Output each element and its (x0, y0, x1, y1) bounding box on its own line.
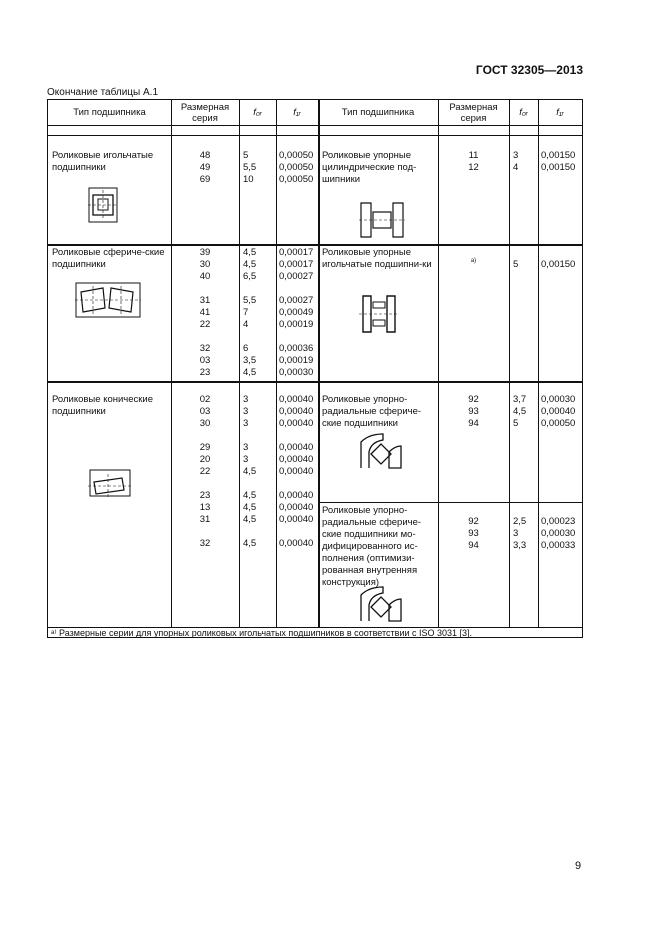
value-item (279, 283, 313, 295)
left-row1-series (172, 150, 238, 186)
value-item: 22 (199, 319, 211, 330)
table-footnote: ᵃ⁾ Размерные серии для упорных роликовых игольчатых подшипников в соответствии с ISO 3031 [3]. (51, 628, 473, 638)
value-item: 4,5 (243, 466, 257, 477)
value-item: 5,5 (243, 295, 257, 306)
spherical-roller-bearing-icon (75, 282, 141, 318)
standard-number: ГОСТ 32305—2013 (475, 63, 583, 77)
left-row2-series (172, 247, 238, 379)
page-number: 9 (575, 860, 582, 872)
value-item: 23 (199, 367, 211, 378)
value-item: 4,5 (243, 514, 257, 525)
value-item: 3 (243, 418, 249, 429)
right-row1-f0r (513, 150, 518, 174)
header-series-right: Размерная серия (449, 102, 498, 124)
left-row3-type: Роликовые конические подшипники (52, 394, 154, 417)
value-item: 6,5 (243, 271, 257, 282)
value-item: 29 (199, 442, 211, 453)
value-item: 4 (513, 162, 519, 173)
value-item: 0,00040 (279, 418, 314, 429)
right-row4-f1r (541, 516, 575, 552)
value-item: 10 (243, 174, 254, 185)
header-f0r-left: f₀ᵣ (253, 107, 262, 118)
value-item: 0,00050 (279, 162, 314, 173)
value-item: 5 (513, 259, 519, 270)
right-row3-type: Роликовые упорно-радиальные сфериче-ские подшипники (322, 394, 422, 429)
value-item: 4,5 (243, 367, 257, 378)
right-row2-type: Роликовые упорные игольчатые подшипни-ки (322, 247, 432, 270)
value-item: 4,5 (243, 538, 257, 549)
value-item: 0,00050 (279, 150, 314, 161)
value-item: 0,00150 (541, 259, 576, 270)
thrust-needle-roller-bearing-icon (359, 294, 399, 334)
value-item: 0,00017 (279, 247, 314, 258)
value-item: 3,7 (513, 394, 527, 405)
value-item: 0,00050 (279, 174, 314, 185)
value-item (172, 430, 238, 442)
value-item: 6 (243, 343, 249, 354)
right-row4-f0r (513, 516, 526, 552)
value-item: 92 (468, 394, 479, 405)
value-item: 0,00030 (541, 528, 576, 539)
value-item (243, 331, 256, 343)
tapered-roller-bearing-icon (88, 466, 132, 500)
value-item: 39 (199, 247, 211, 258)
right-row2-f1r (541, 259, 575, 271)
value-item: 5,5 (243, 162, 257, 173)
right-row1-type: Роликовые упорные цилиндрические под-шипники (322, 150, 417, 185)
value-item (279, 430, 313, 442)
value-item: 30 (199, 259, 211, 270)
value-item: 0,00023 (541, 516, 576, 527)
left-row2-f0r (243, 247, 256, 379)
value-item (172, 331, 238, 343)
value-item: 48 (199, 150, 211, 161)
value-item: 20 (199, 454, 211, 465)
table-caption: Окончание таблицы А.1 (47, 87, 159, 98)
value-item: 0,00040 (279, 454, 314, 465)
left-row2-f1r (279, 247, 313, 379)
value-item: 0,00049 (279, 307, 314, 318)
value-item: 69 (199, 174, 211, 185)
header-f1r-left: f₁ᵣ (293, 107, 301, 118)
value-item: 92 (468, 516, 479, 527)
left-row3-f0r (243, 394, 256, 550)
value-item: 0,00050 (541, 418, 576, 429)
value-item: 5 (243, 150, 249, 161)
value-item (172, 526, 238, 538)
value-item: 3,5 (243, 355, 257, 366)
value-item: 3 (243, 442, 249, 453)
value-item: 4,5 (243, 502, 257, 513)
value-item: 03 (199, 406, 211, 417)
right-row4-series (439, 516, 508, 552)
value-item: 4,5 (243, 247, 257, 258)
left-row2-type: Роликовые сфериче-ские подшипники (52, 247, 165, 270)
header-type-left: Тип подшипника (73, 107, 146, 118)
header-f0r-right: f₀ᵣ (519, 107, 528, 118)
value-item (172, 478, 238, 490)
value-item: 31 (199, 514, 211, 525)
value-item: 3,3 (513, 540, 527, 551)
value-item: 4 (243, 319, 249, 330)
value-item: 32 (199, 343, 211, 354)
value-item: 0,00019 (279, 355, 314, 366)
value-item (243, 283, 256, 295)
value-item (243, 430, 256, 442)
right-row4-type: Роликовые упорно-радиальные сфериче-ские подшипники мо-дифицированного ис-полнения (оптимизи-рованная внутренняя конструкция) (322, 505, 422, 588)
left-row1-f0r (243, 150, 256, 186)
value-item: 3 (513, 150, 519, 161)
value-item: 30 (199, 418, 211, 429)
value-item: 0,00040 (279, 502, 314, 513)
value-item: 0,00017 (279, 259, 314, 270)
bearing-table (47, 99, 583, 638)
value-item: 0,00027 (279, 295, 314, 306)
value-item (279, 331, 313, 343)
value-item: 94 (468, 540, 479, 551)
value-item: 3 (243, 454, 249, 465)
right-row1-f1r (541, 150, 575, 174)
value-item: 0,00040 (279, 406, 314, 417)
thrust-cylindrical-roller-bearing-icon (359, 201, 405, 239)
value-item: 0,00040 (279, 394, 314, 405)
value-item: 11 (468, 150, 479, 161)
value-item: 0,00040 (279, 514, 314, 525)
value-item: 22 (199, 466, 211, 477)
right-row3-f0r (513, 394, 526, 430)
value-item: 0,00019 (279, 319, 314, 330)
value-item: 31 (199, 295, 211, 306)
value-item: 3 (243, 394, 249, 405)
value-item: 0,00027 (279, 271, 314, 282)
value-item: 2,5 (513, 516, 527, 527)
value-item: 0,00040 (279, 490, 314, 501)
value-item: 41 (199, 307, 211, 318)
value-item: 94 (468, 418, 479, 429)
modified-spherical-thrust-roller-bearing-icon (359, 585, 403, 623)
spherical-thrust-roller-bearing-icon (359, 432, 403, 470)
value-item: 4,5 (513, 406, 527, 417)
value-item: 0,00040 (279, 442, 314, 453)
right-row2-f0r (513, 259, 518, 271)
value-item: 5 (513, 418, 519, 429)
value-item: 40 (199, 271, 211, 282)
value-item: 93 (468, 528, 479, 539)
value-item: 3 (513, 528, 519, 539)
value-item: 0,00150 (541, 150, 576, 161)
right-row2-series (439, 255, 508, 267)
value-item: 12 (468, 162, 479, 173)
value-item: 3 (243, 406, 249, 417)
value-item: 13 (199, 502, 211, 513)
value-item: 0,00030 (541, 394, 576, 405)
value-item (243, 478, 256, 490)
header-f1r-right: f₁ᵣ (556, 107, 564, 118)
header-series-left: Размерная серия (180, 102, 230, 124)
value-item: 0,00040 (279, 466, 314, 477)
value-item: 0,00040 (279, 538, 314, 549)
left-row1-type: Роликовые игольчатые подшипники (52, 150, 154, 173)
right-row3-series (439, 394, 508, 430)
left-row3-series (172, 394, 238, 550)
value-item: 32 (199, 538, 211, 549)
header-type-right: Тип подшипника (341, 107, 415, 118)
value-item: 93 (468, 406, 479, 417)
value-item: a) (470, 258, 477, 264)
value-item: 4,5 (243, 259, 257, 270)
value-item (172, 283, 238, 295)
value-item: 02 (199, 394, 211, 405)
value-item: 4,5 (243, 490, 257, 501)
value-item (279, 478, 313, 490)
needle-roller-bearing-icon (88, 187, 118, 223)
value-item: 0,00036 (279, 343, 314, 354)
value-item: 0,00033 (541, 540, 576, 551)
value-item: 03 (199, 355, 211, 366)
value-item: 0,00150 (541, 162, 576, 173)
value-item: 0,00030 (279, 367, 314, 378)
value-item (243, 526, 256, 538)
value-item: 23 (199, 490, 211, 501)
right-row3-f1r (541, 394, 575, 430)
value-item (279, 526, 313, 538)
right-row1-series (439, 150, 508, 174)
value-item: 7 (243, 307, 249, 318)
left-row3-f1r (279, 394, 313, 550)
left-row1-f1r (279, 150, 313, 186)
value-item: 49 (199, 162, 211, 173)
value-item: 0,00040 (541, 406, 576, 417)
